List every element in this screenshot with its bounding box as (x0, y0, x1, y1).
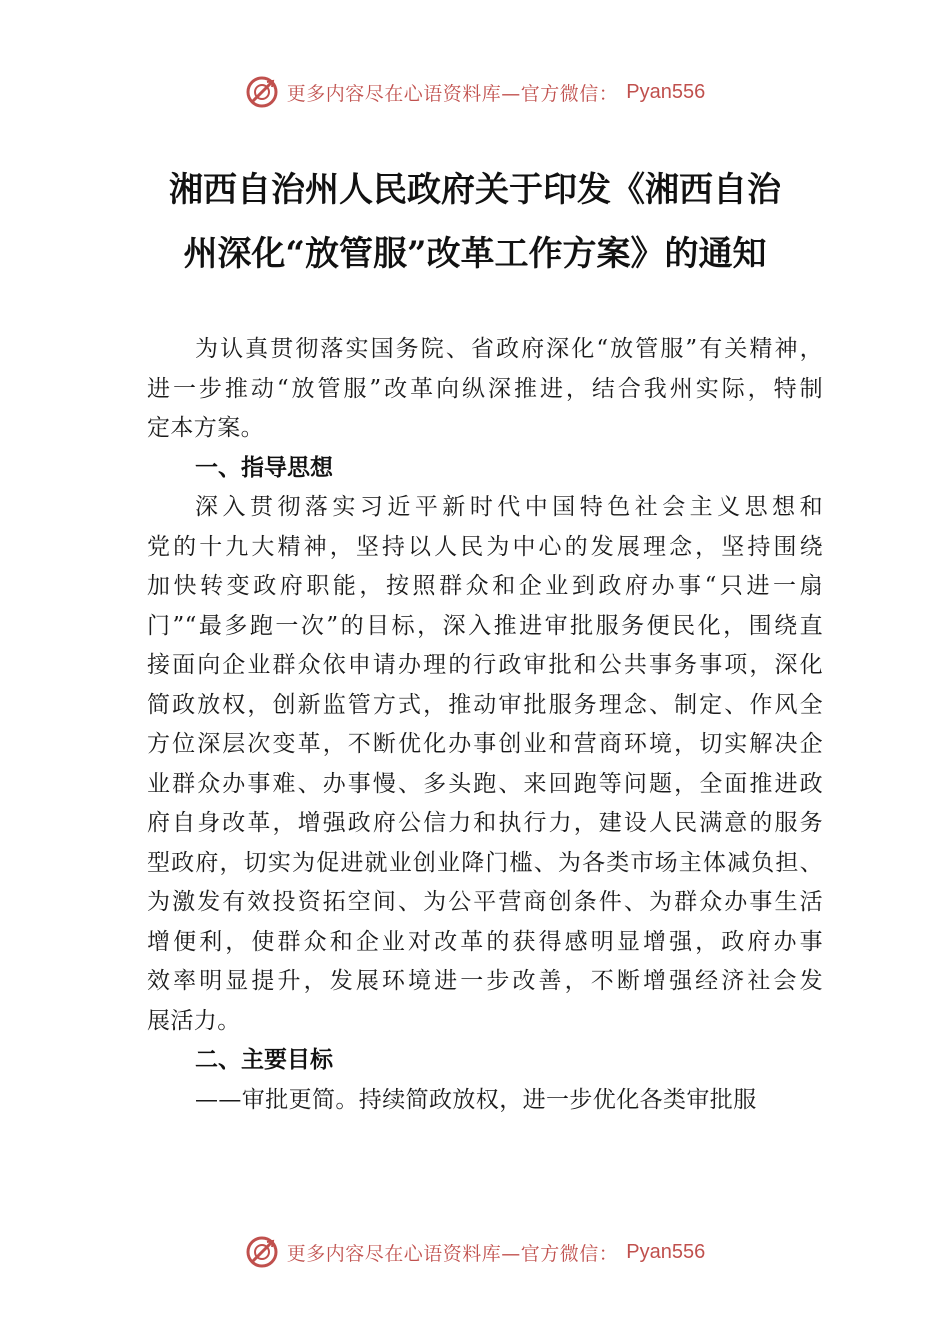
section1-line: 加快转变政府职能，按照群众和企业到政府办事“只进一扇 (147, 573, 823, 599)
section1-line: 展活力。 (147, 1007, 241, 1034)
section1-line: 为激发有效投资拓空间、为公平营商创条件、为群众办事生活 (147, 889, 823, 915)
banner-text: 更多内容尽在心语资料库—官方微信： (286, 1242, 619, 1265)
section1-line: 接面向企业群众依申请办理的行政审批和公共事务事项，深化 (147, 652, 823, 678)
header-banner (0, 72, 950, 112)
intro-line: 进一步推动“放管服”改革向纵深推进，结合我州实际，特制 (147, 375, 823, 402)
intro-line: 为认真贯彻落实国务院、省政府深化“放管服”有关精神， (195, 336, 823, 362)
section1-line: 效率明显提升，发展环境进一步改善，不断增强经济社会发 (147, 968, 823, 994)
document-title (100, 158, 850, 286)
intro-line: 定本方案。 (147, 415, 264, 441)
title-line-2: 州深化“放管服”改革工作方案》的通知 (183, 234, 767, 274)
section1-line: 业群众办事难、办事慢、多头跑、来回跑等问题，全面推进政 (147, 770, 823, 797)
section-heading-1: 一、指导思想 (195, 454, 333, 481)
banner-text: 更多内容尽在心语资料库—官方微信： (286, 82, 619, 105)
section1-line: 深入贯彻落实习近平新时代中国特色社会主义思想和 (195, 494, 823, 520)
section1-line: 党的十九大精神，坚持以人民为中心的发展理念，坚持围绕 (147, 533, 823, 560)
footer-banner (0, 1232, 950, 1272)
document-body (147, 330, 823, 1120)
section1-line: 增便利，使群众和企业对改革的获得感明显增强，政府办事 (147, 928, 823, 955)
section1-line: 门”“最多跑一次”的目标，深入推进审批服务便民化，围绕直 (147, 612, 823, 639)
section1-line: 型政府，切实为促进就业创业降门槛、为各类市场主体减负担、 (147, 849, 823, 876)
logo-icon (245, 75, 279, 109)
section1-line: 府自身改革，增强政府公信力和执行力，建设人民满意的服务 (147, 810, 823, 836)
wechat-handle: Pyan556 (626, 1240, 706, 1263)
section-heading-2: 二、主要目标 (195, 1047, 333, 1073)
section1-line: 方位深层次变革，不断优化办事创业和营商环境，切实解决企 (147, 731, 823, 757)
title-line-1: 湘西自治州人民政府关于印发《湘西自治 (169, 170, 781, 210)
wechat-handle: Pyan556 (626, 80, 706, 103)
section2-line: ——审批更简。持续简政放权，进一步优化各类审批服 (195, 1086, 757, 1113)
logo-icon (245, 1235, 279, 1269)
section1-line: 简政放权，创新监管方式，推动审批服务理念、制定、作风全 (147, 691, 823, 718)
